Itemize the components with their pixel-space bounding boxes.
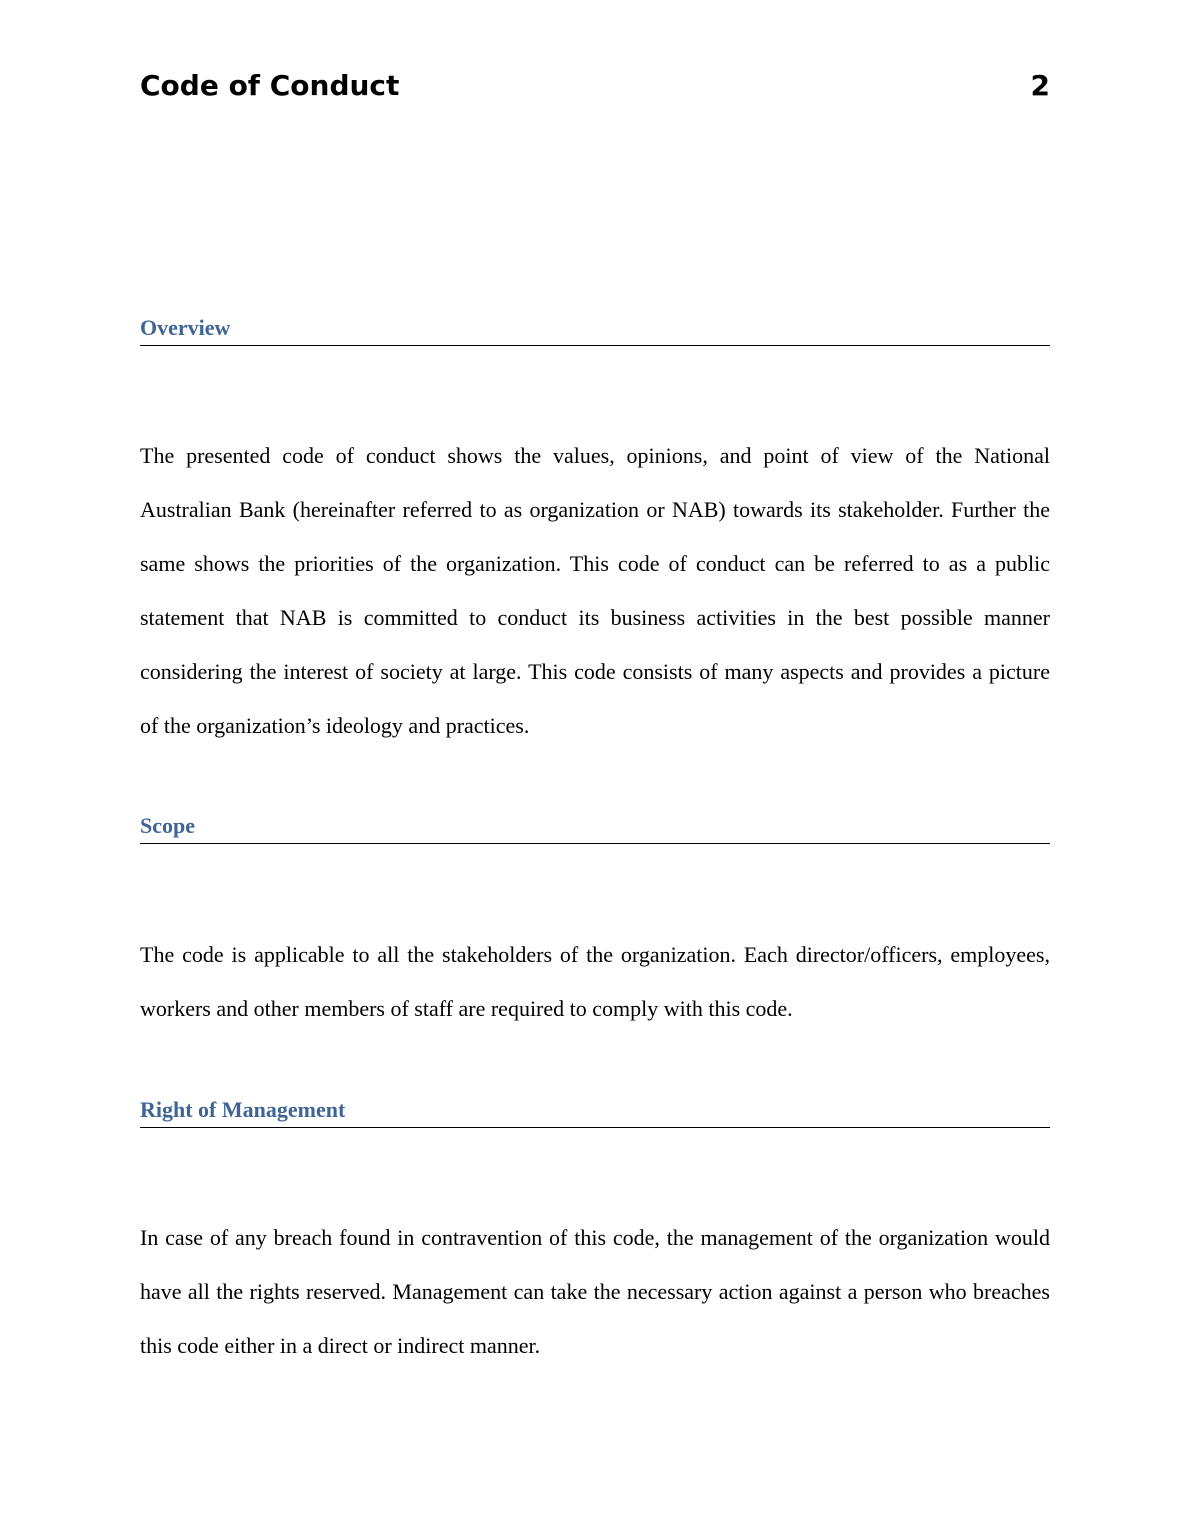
section-scope-heading-wrap xyxy=(140,811,1050,844)
section-heading-overview: Overview xyxy=(140,313,1050,346)
section-management-heading-wrap xyxy=(140,1095,1050,1128)
section-body-scope: The code is applicable to all the stakeholders of the organization. Each director/officers, employees, workers and other members of staff are required to comply with this code. xyxy=(140,942,1050,1021)
section-heading-right-of-management: Right of Management xyxy=(140,1095,1050,1128)
section-body-overview: The presented code of conduct shows the values, opinions, and point of view of the National Australian Bank (hereinafter referred to as organization or NAB) towards its stakeholder. Further the same shows the priorities of the organization. This code of conduct can be referred to as a public statement that NAB is committed to conduct its business activities in the best possible manner considering the interest of society at large. This code consists of many aspects and provides a picture of the organization’s ideology and practices. xyxy=(140,443,1050,738)
section-body-right-of-management: In case of any breach found in contravention of this code, the management of the organization would have all the rights reserved. Management can take the necessary action against a person who breaches this code either in a direct or indirect manner. xyxy=(140,1225,1050,1358)
page-header xyxy=(140,66,1050,106)
section-overview-heading-wrap xyxy=(140,313,1050,346)
page-number: 2 xyxy=(1030,69,1050,102)
section-heading-scope: Scope xyxy=(140,811,1050,844)
header-title: Code of Conduct xyxy=(140,69,400,102)
